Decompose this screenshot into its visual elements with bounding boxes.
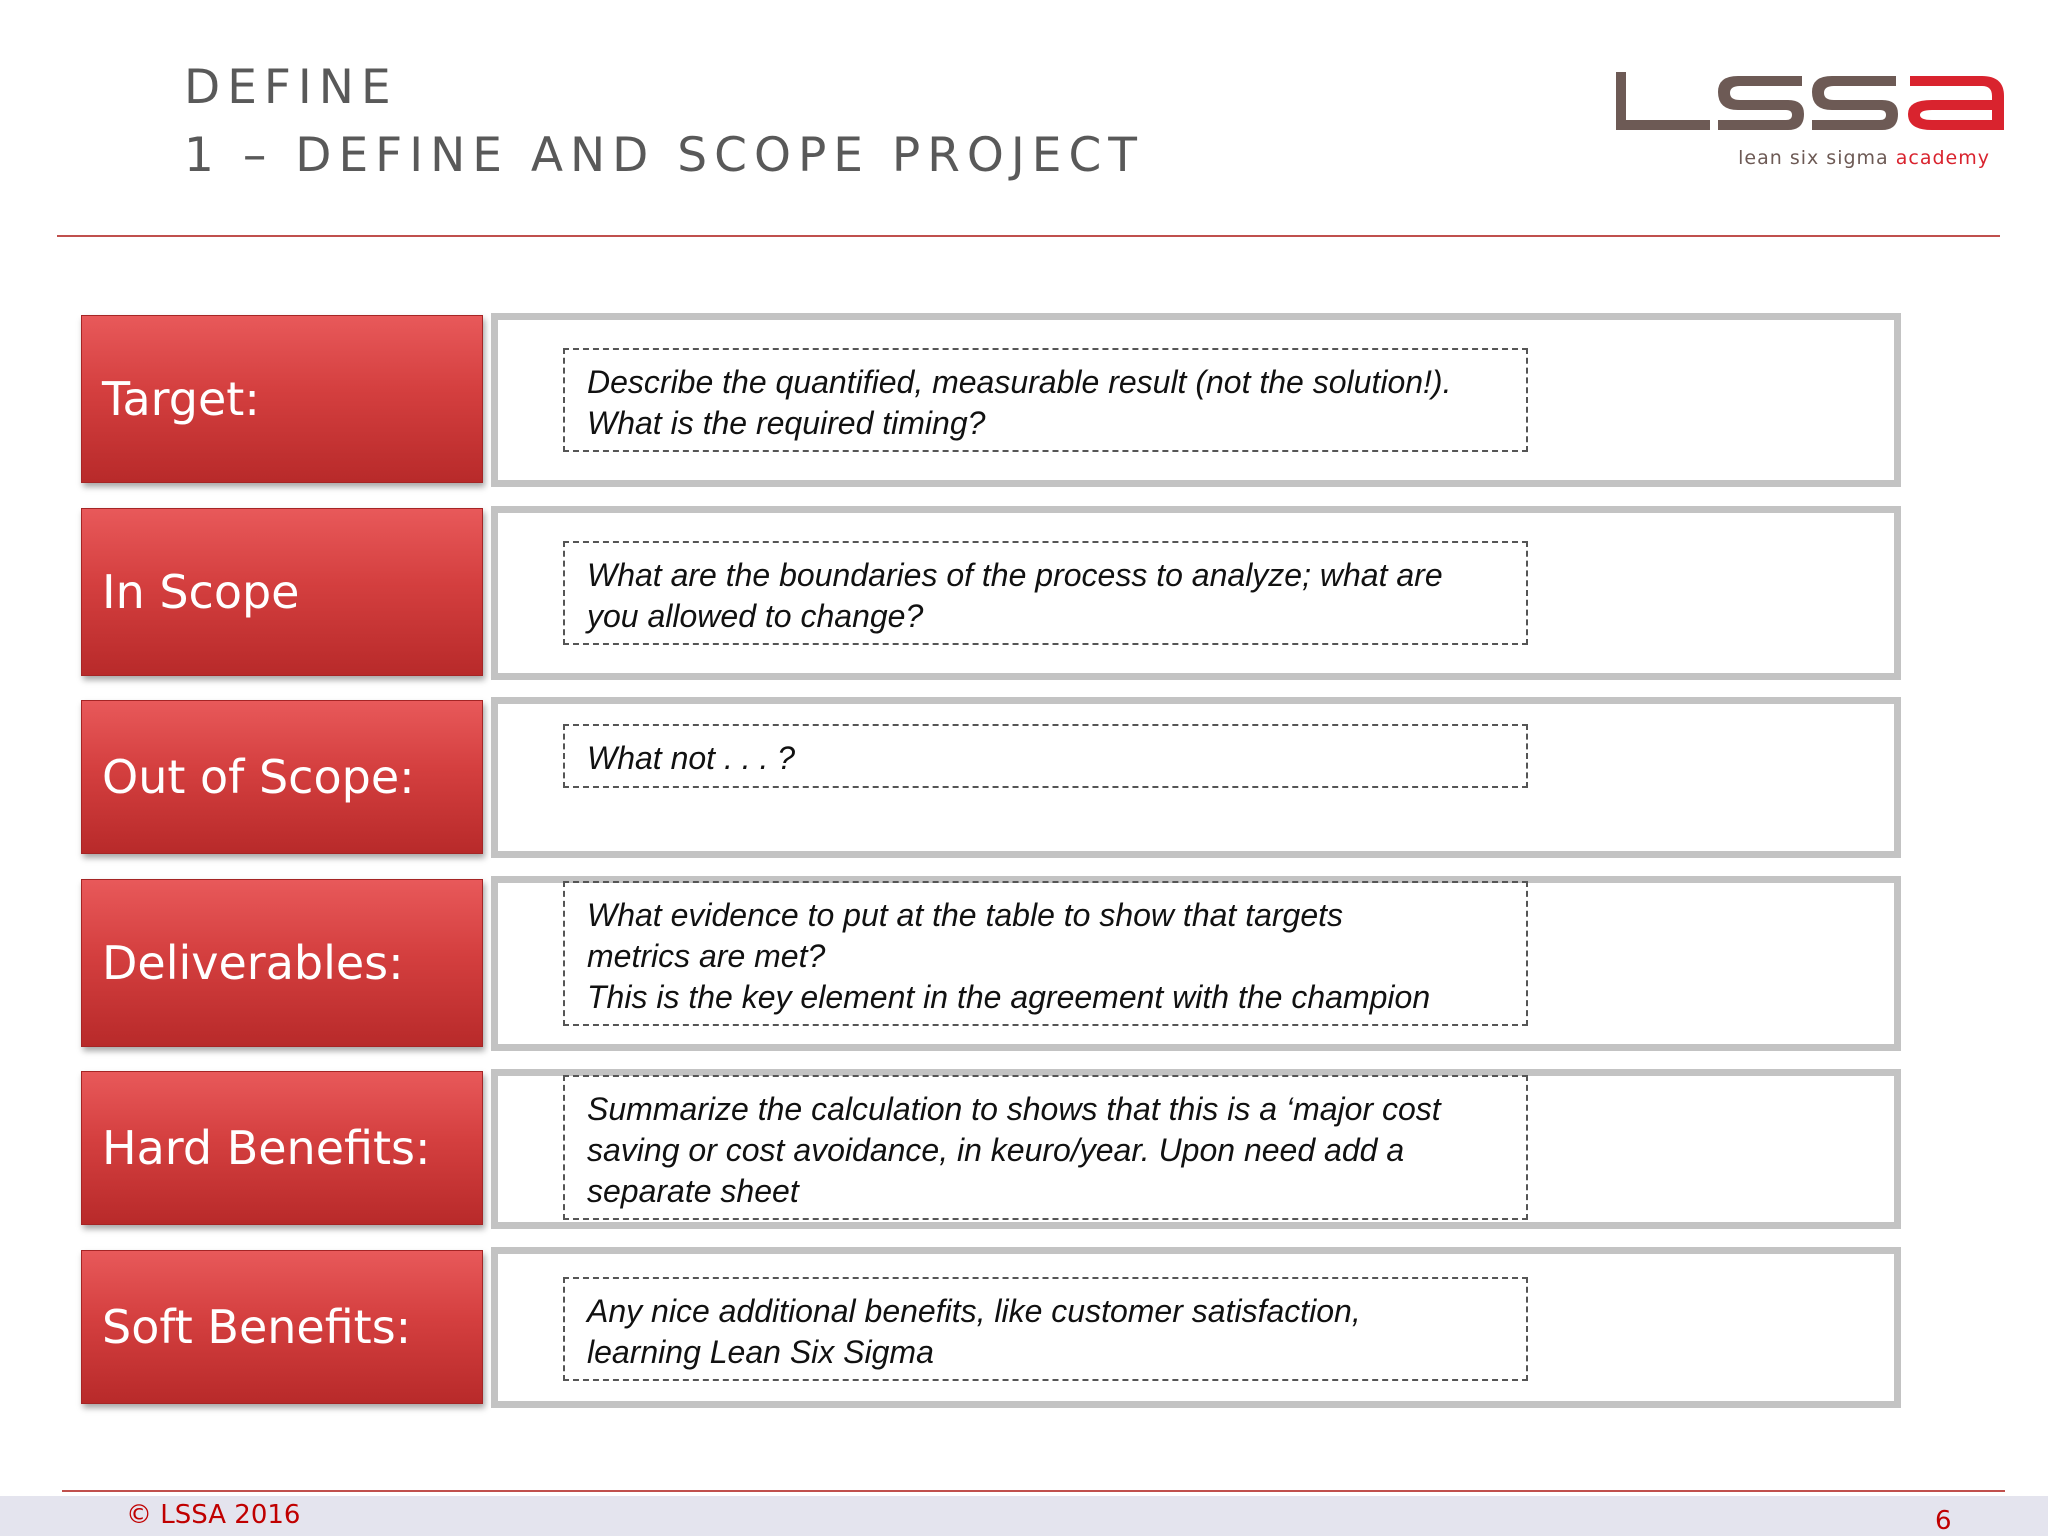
row-instruction	[563, 348, 1528, 452]
row-label: Soft Benefits:	[102, 1300, 412, 1354]
svg-text:lean six sigma academy	[1738, 147, 1990, 169]
row-instruction	[563, 881, 1528, 1026]
instruction-line: separate sheet	[587, 1173, 799, 1209]
row-label: In Scope	[102, 565, 300, 619]
row-label-box	[81, 1071, 483, 1225]
page-number: 6	[1935, 1506, 1952, 1536]
instruction-line: you allowed to change?	[587, 598, 924, 634]
row-label: Out of Scope:	[102, 750, 415, 804]
page-title-section: DEFINE	[184, 60, 398, 115]
instruction-line: Any nice additional benefits, like customer satisfaction,	[587, 1293, 1361, 1329]
row-instruction	[563, 1075, 1528, 1220]
row-label: Hard Benefits:	[102, 1121, 431, 1175]
row-instruction	[563, 1277, 1528, 1381]
instruction-line: metrics are met?	[587, 938, 826, 974]
instruction-line: What not . . . ?	[587, 740, 796, 776]
row-label-box	[81, 879, 483, 1047]
page-title: 1 – DEFINE AND SCOPE PROJECT	[184, 128, 1145, 183]
instruction-line: Describe the quantified, measurable result (not the solution!).	[587, 364, 1452, 400]
row-label-box	[81, 700, 483, 854]
row-label-box	[81, 508, 483, 676]
instruction-line: This is the key element in the agreement with the champion	[587, 979, 1431, 1015]
instruction-line: saving or cost avoidance, in keuro/year. Upon need add a	[587, 1132, 1405, 1168]
lssa-logo	[1610, 60, 2010, 180]
row-label: Target:	[102, 372, 260, 426]
row-label-box	[81, 1250, 483, 1404]
header-divider	[57, 235, 2000, 237]
row-instruction	[563, 541, 1528, 645]
footer-band	[0, 1496, 2048, 1536]
row-label-box	[81, 315, 483, 483]
logo-tagline-part2: academy	[1895, 147, 1990, 169]
row-label: Deliverables:	[102, 936, 404, 990]
instruction-line: What is the required timing?	[587, 405, 986, 441]
instruction-line: learning Lean Six Sigma	[587, 1334, 934, 1370]
footer-divider	[62, 1490, 2005, 1492]
row-instruction	[563, 724, 1528, 788]
instruction-line: What evidence to put at the table to show that targets	[587, 897, 1344, 933]
logo-tagline-part1: lean six sigma	[1738, 147, 1896, 169]
copyright-notice: © LSSA 2016	[126, 1500, 301, 1530]
instruction-line: Summarize the calculation to shows that this is a ‘major cost	[587, 1091, 1441, 1127]
instruction-line: What are the boundaries of the process to analyze; what are	[587, 557, 1443, 593]
